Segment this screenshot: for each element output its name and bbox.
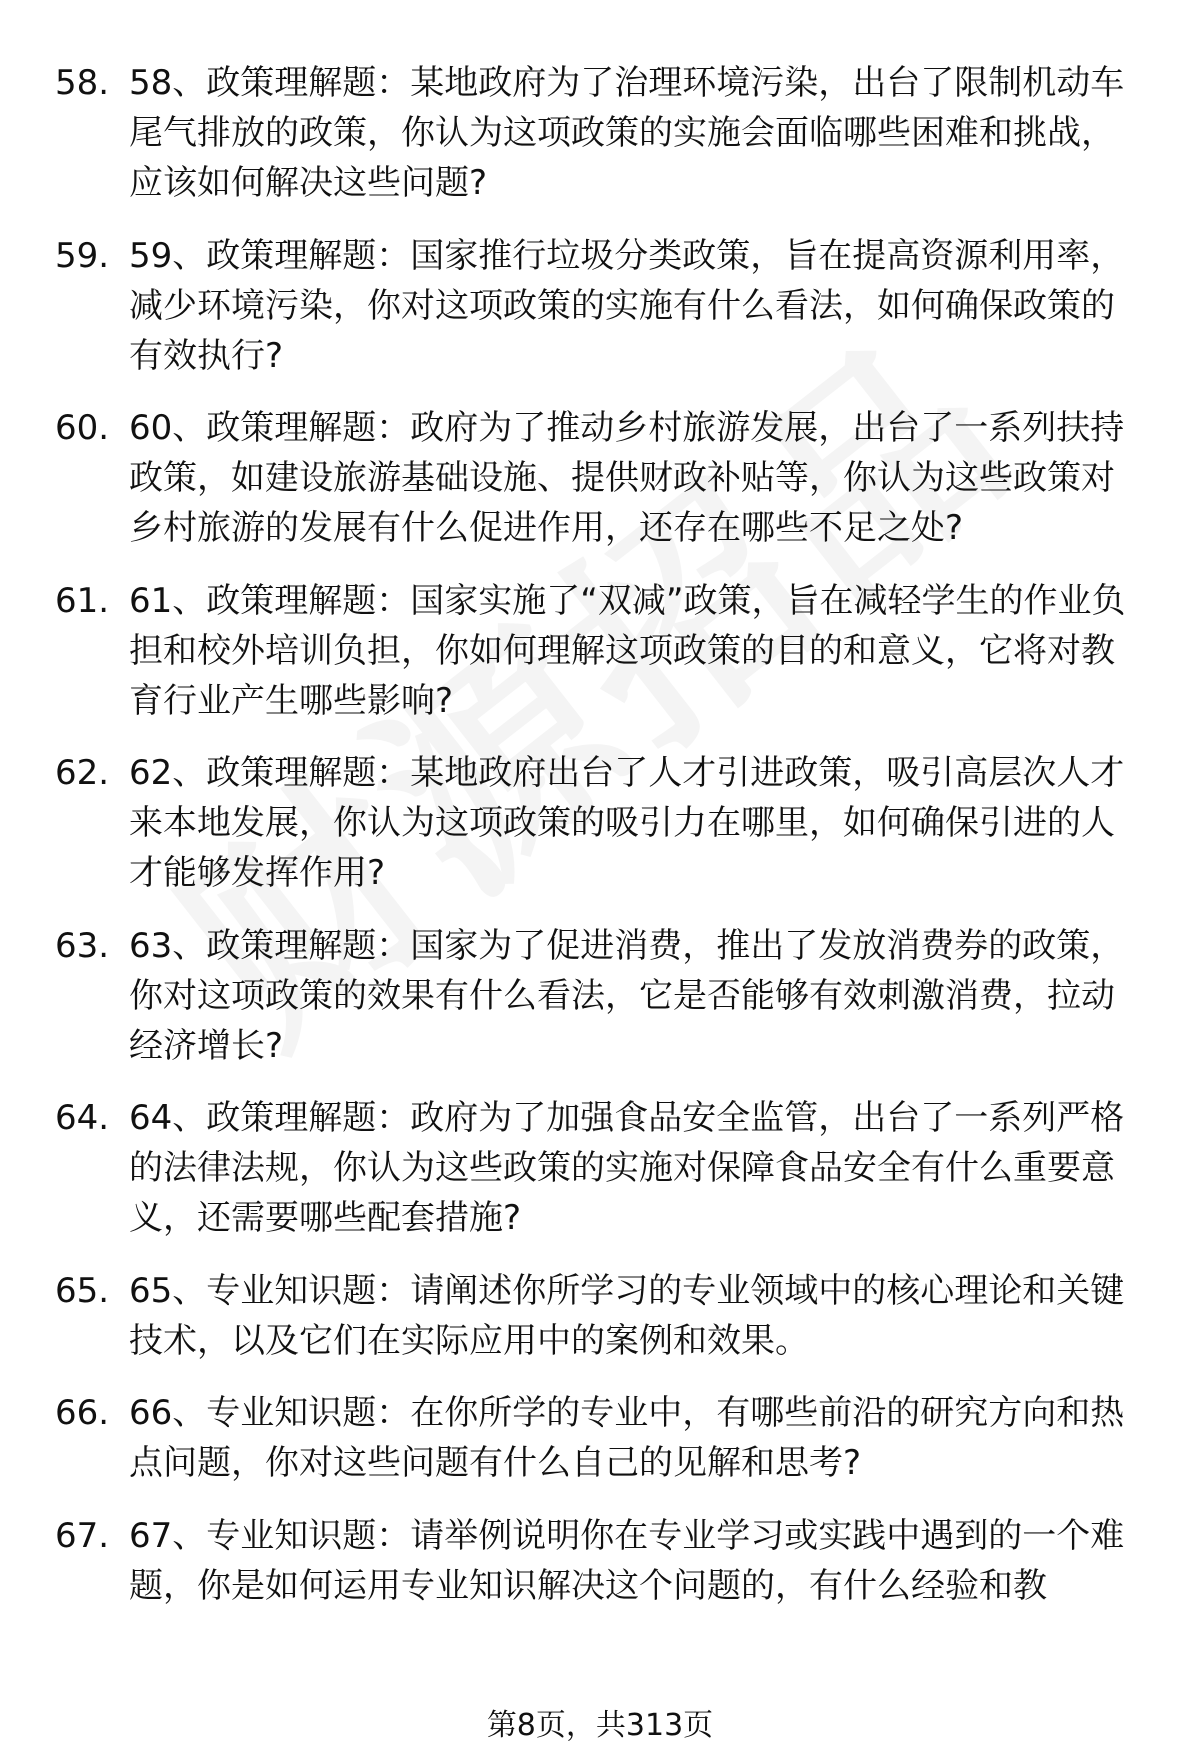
question-text: 59、政策理解题：国家推行垃圾分类政策，旨在提高资源利用率，减少环境污染，你对这项政策的实施有什么看法，如何确保政策的有效执行? xyxy=(129,235,1125,376)
question-text: 61、政策理解题：国家实施了“双减”政策，旨在减轻学生的作业负担和校外培训负担，你如何理解这项政策的目的和意义，它将对教育行业产生哪些影响? xyxy=(129,580,1126,721)
question-text: 67、专业知识题：请举例说明你在专业学习或实践中遇到的一个难题，你是如何运用专业知识解决这个问题的，有什么经验和教 xyxy=(129,1515,1125,1606)
question-number: 64. xyxy=(55,1098,110,1138)
question-number: 67. xyxy=(55,1515,110,1556)
question-item xyxy=(0,576,1200,726)
question-item xyxy=(0,403,1200,553)
question-item xyxy=(0,58,1200,208)
question-item xyxy=(0,1093,1200,1243)
question-number: 65. xyxy=(55,1270,110,1311)
question-item xyxy=(0,1266,1200,1366)
question-text: 58、政策理解题：某地政府为了治理环境污染，出台了限制机动车尾气排放的政策，你认为这项政策的实施会面临哪些困难和挑战，应该如何解决这些问题? xyxy=(129,63,1125,203)
question-number: 58. xyxy=(55,63,110,103)
question-item xyxy=(0,921,1200,1071)
question-number: 59. xyxy=(55,235,110,276)
question-number: 66. xyxy=(55,1393,110,1433)
question-text: 64、政策理解题：政府为了加强食品安全监管，出台了一系列严格的法律法规，你认为这些政策的实施对保障食品安全有什么重要意义，还需要哪些配套措施? xyxy=(129,1098,1125,1238)
question-number: 61. xyxy=(55,580,110,621)
question-item xyxy=(0,1511,1200,1611)
question-item xyxy=(0,748,1200,898)
question-number: 62. xyxy=(55,753,110,793)
question-text: 63、政策理解题：国家为了促进消费，推出了发放消费券的政策，你对这项政策的效果有什么看法，它是否能够有效刺激消费，拉动经济增长? xyxy=(129,925,1125,1066)
question-item xyxy=(0,1388,1200,1488)
question-text: 62、政策理解题：某地政府出台了人才引进政策，吸引高层次人才来本地发展，你认为这项政策的吸引力在哪里，如何确保引进的人才能够发挥作用? xyxy=(129,753,1125,893)
page-footer: 第8页，共313页 xyxy=(486,1708,714,1743)
question-list xyxy=(0,58,1200,1633)
question-number: 63. xyxy=(55,925,110,966)
question-text: 65、专业知识题：请阐述你所学习的专业领域中的核心理论和关键技术，以及它们在实际应用中的案例和效果。 xyxy=(129,1270,1125,1361)
question-text: 66、专业知识题：在你所学的专业中，有哪些前沿的研究方向和热点问题，你对这些问题有什么自己的见解和思考? xyxy=(129,1393,1125,1483)
question-text: 60、政策理解题：政府为了推动乡村旅游发展，出台了一系列扶持政策，如建设旅游基础设施、提供财政补贴等，你认为这些政策对乡村旅游的发展有什么促进作用，还存在哪些不足之处? xyxy=(129,408,1125,548)
question-number: 60. xyxy=(55,408,110,448)
question-item xyxy=(0,231,1200,381)
